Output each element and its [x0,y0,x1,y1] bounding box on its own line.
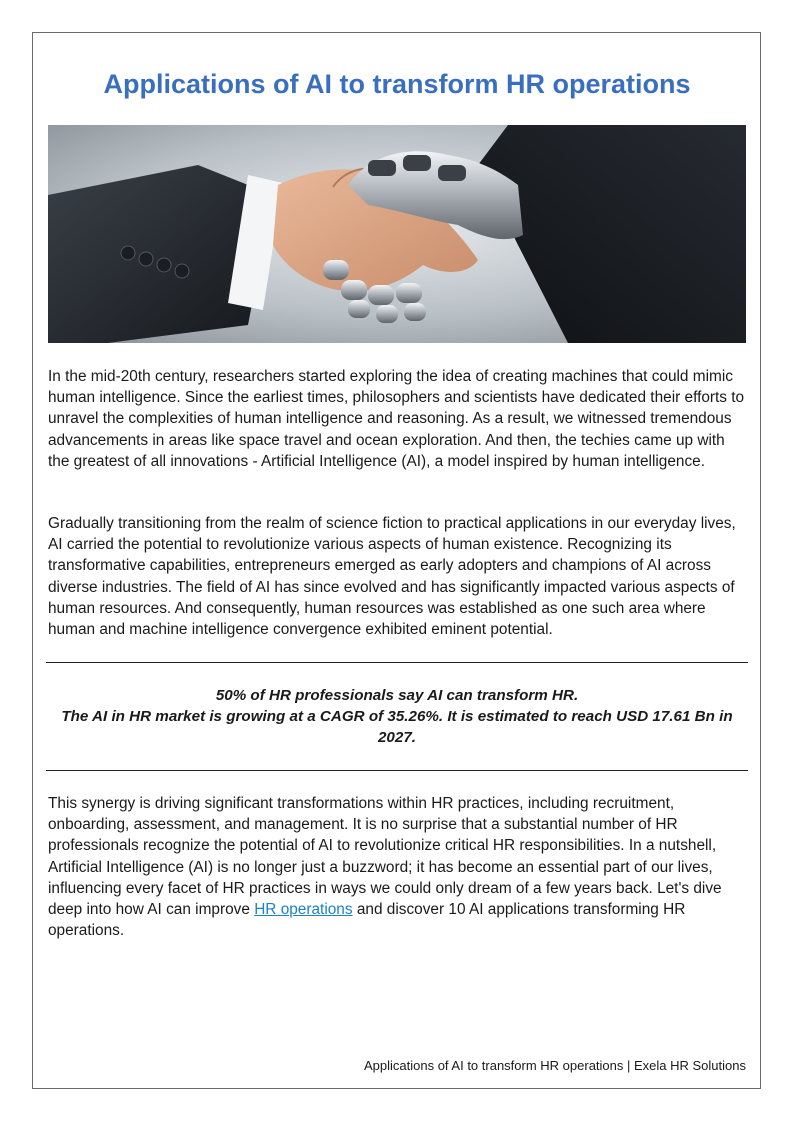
page-footer: Applications of AI to transform HR operations | Exela HR Solutions [363,1058,746,1073]
synergy-text-end: and discover 10 AI applications transforming HR operations. [48,901,686,940]
page-title: Applications of AI to transform HR operations [103,69,691,99]
stats-callout [48,685,746,748]
stats-line-1: 50% of HR professionals say AI can transform HR. [215,687,579,704]
intro-paragraph: In the mid-20th century, researchers started exploring the idea of creating machines that could mimic human intelligence. Since the earliest times, philosophers and scientists have dedicated their efforts to unravel the complexities of human intelligence and reasoning. As a result, we witnessed tremendous advancements in areas like space travel and ocean exploration. And then, the techies came up with the greatest of all innovations - Artificial Intelligence (AI), a model inspired by human intelligence. [48,368,745,470]
divider-top [46,662,748,663]
synergy-text-start: This synergy is driving significant transformations within HR practices, including recruitment, onboarding, assessment, and management. It is no surprise that a substantial number of HR professionals recognize the potential of AI to revolutionize critical HR responsibilities. In a nutshell, Artificial Intelligence (AI) is no longer just a buzzword; it has become an essential part of our lives, influencing every facet of HR practices in ways we could only dream of a few years back. Let's dive deep into how AI can improve [48,795,722,919]
ai-history-paragraph: Gradually transitioning from the realm of science fiction to practical applications in our everyday lives, AI carried the potential to revolutionize various aspects of human existence. Recognizing its transformative capabilities, entrepreneurs emerged as early adopters and champions of AI across diverse industries. The field of AI has since evolved and has significantly impacted various aspects of human resources. And consequently, human resources was established as one such area where human and machine intelligence convergence exhibited eminent potential. [48,515,736,639]
synergy-paragraph [48,793,746,941]
hero-image [48,125,746,343]
divider-bottom [46,770,748,771]
stats-line-2: The AI in HR market is growing at a CAGR of 35.26%. It is estimated to reach USD 17.61 Bn in 2027. [61,708,733,746]
hr-operations-link[interactable]: HR operations [254,901,353,919]
